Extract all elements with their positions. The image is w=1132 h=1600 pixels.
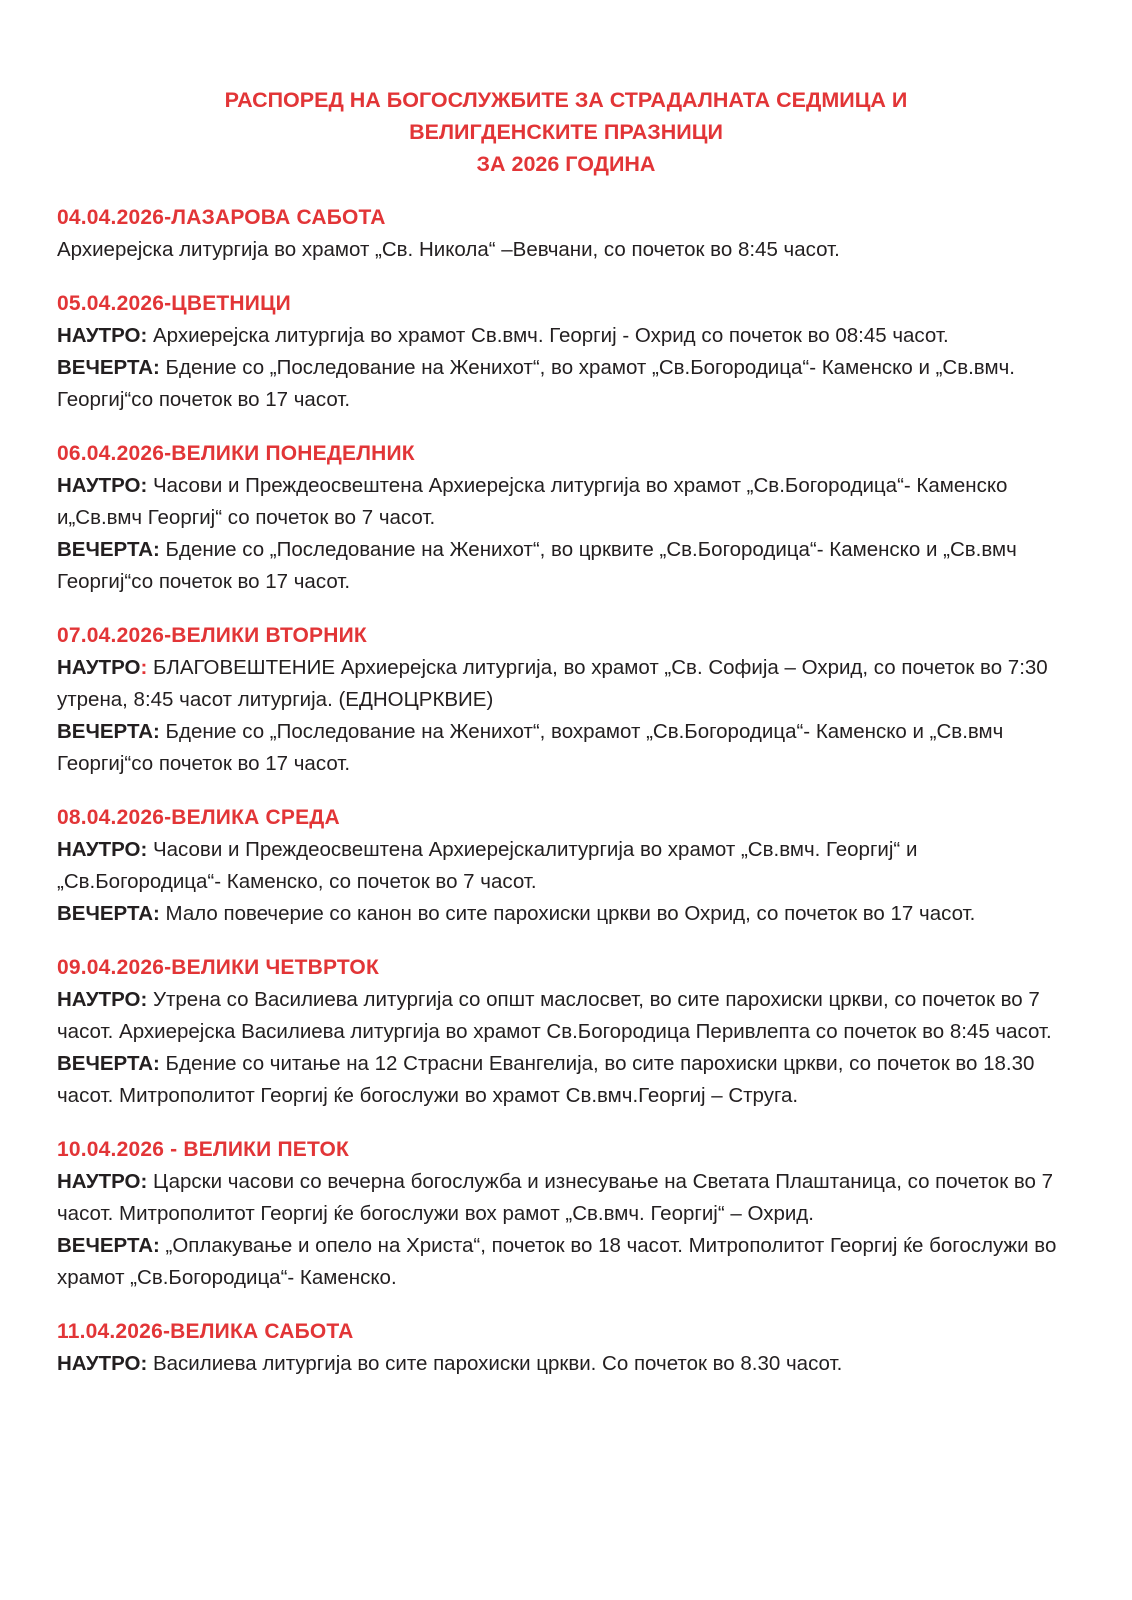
- label-colon: :: [140, 1352, 148, 1375]
- day-heading: 10.04.2026 - ВЕЛИКИ ПЕТОК: [57, 1138, 350, 1161]
- time-of-day-label: НАУТРО: [57, 838, 141, 861]
- time-of-day-label: ВЕЧЕРТА: [57, 720, 153, 743]
- service-paragraph: НАУТРО: Часови и Преждеосвештена Архиерејскалитургија во храмот „Св.вмч. Георгиј“ и „Св.Богородица“- Каменско, со почеток во 7 часот.: [57, 838, 918, 893]
- service-paragraph: ВЕЧЕРТА: Бдение со „Последование на Женихот“, во црквите „Св.Богородица“- Каменско и „Св.вмч Георгиј“со почеток во 17 часот.: [57, 538, 1017, 593]
- time-of-day-label: НАУТРО: [57, 1352, 141, 1375]
- label-colon: :: [140, 656, 148, 679]
- label-colon: :: [140, 324, 148, 347]
- time-of-day-label: НАУТРО: [57, 656, 141, 679]
- label-colon: :: [153, 1052, 160, 1075]
- service-paragraph: ВЕЧЕРТА: Бдение со читање на 12 Страсни Евангелија, во сите парохиски цркви, со почеток во 18.30 часот. Митрополитот Георгиј ќе богослужи во храмот Св.вмч.Георгиј – Струга.: [57, 1052, 1035, 1107]
- service-paragraph: НАУТРО: БЛАГОВЕШТЕНИЕ Архиерејска литургија, во храмот „Св. Софија – Охрид, со почеток во 7:30 утрена, 8:45 часот литургија. (ЕДНОЦРКВИЕ): [57, 656, 1048, 711]
- day-section: [57, 620, 1075, 780]
- service-paragraph: НАУТРО: Утрена со Василиева литургија со општ маслосвет, во сите парохиски цркви, со почеток во 7 часот. Архиерејска Василиева литургија во храмот Св.Богородица Перивлепта со почеток во 8:45 часот.: [57, 988, 1052, 1043]
- day-section: [57, 288, 1075, 416]
- time-of-day-label: ВЕЧЕРТА: [57, 1052, 153, 1075]
- time-of-day-label: ВЕЧЕРТА: [57, 356, 153, 379]
- label-colon: :: [153, 538, 160, 561]
- time-of-day-label: ВЕЧЕРТА: [57, 1234, 153, 1257]
- day-heading: 04.04.2026-ЛАЗАРОВА САБОТА: [57, 206, 386, 229]
- time-of-day-label: ВЕЧЕРТА: [57, 902, 153, 925]
- title-line-1: РАСПОРЕД НА БОГОСЛУЖБИТЕ ЗА СТРАДАЛНАТА СЕДМИЦА И: [224, 88, 908, 112]
- day-heading: 07.04.2026-ВЕЛИКИ ВТОРНИК: [57, 624, 367, 647]
- title-line-2: ВЕЛИГДЕНСКИТЕ ПРАЗНИЦИ: [409, 120, 723, 144]
- service-paragraph: Архиерејска литургија во храмот „Св. Никола“ –Вевчани, со почеток во 8:45 часот.: [57, 238, 840, 261]
- day-section: [57, 1316, 1075, 1380]
- label-colon: :: [153, 356, 160, 379]
- document-title: [57, 84, 1075, 180]
- time-of-day-label: НАУТРО: [57, 474, 141, 497]
- time-of-day-label: НАУТРО: [57, 988, 141, 1011]
- service-paragraph: ВЕЧЕРТА: Бдение со „Последование на Женихот“, вохрамот „Св.Богородица“- Каменско и „Св.вмч Георгиј“со почеток во 17 часот.: [57, 720, 1004, 775]
- day-heading: 08.04.2026-ВЕЛИКА СРЕДА: [57, 806, 340, 829]
- label-colon: :: [140, 474, 148, 497]
- label-colon: :: [153, 720, 160, 743]
- time-of-day-label: НАУТРО: [57, 324, 141, 347]
- title-line-3: ЗА 2026 ГОДИНА: [476, 152, 656, 176]
- service-paragraph: НАУТРО: Архиерејска литургија во храмот Св.вмч. Георгиј - Охрид со почеток во 08:45 часот.: [57, 324, 949, 347]
- day-section: [57, 202, 1075, 266]
- day-heading: 09.04.2026-ВЕЛИКИ ЧЕТВРТОК: [57, 956, 379, 979]
- day-heading: 05.04.2026-ЦВЕТНИЦИ: [57, 292, 291, 315]
- label-colon: :: [140, 838, 148, 861]
- service-paragraph: ВЕЧЕРТА: „Оплакување и опело на Христа“, почеток во 18 часот. Митрополитот Георгиј ќе богослужи во храмот „Св.Богородица“- Каменско.: [57, 1234, 1057, 1289]
- day-heading: 06.04.2026-ВЕЛИКИ ПОНЕДЕЛНИК: [57, 442, 415, 465]
- label-colon: :: [153, 902, 160, 925]
- service-paragraph: НАУТРО: Василиева литургија во сите парохиски цркви. Со почеток во 8.30 часот.: [57, 1352, 843, 1375]
- day-section: [57, 438, 1075, 598]
- day-section: [57, 1134, 1075, 1294]
- label-colon: :: [153, 1234, 160, 1257]
- time-of-day-label: НАУТРО: [57, 1170, 141, 1193]
- service-paragraph: НАУТРО: Часови и Преждеосвештена Архиерејска литургија во храмот „Св.Богородица“- Каменско и„Св.вмч Георгиј“ со почеток во 7 часот.: [57, 474, 1008, 529]
- day-heading: 11.04.2026-ВЕЛИКА САБОТА: [57, 1320, 354, 1343]
- service-paragraph: ВЕЧЕРТА: Мало повечерие со канон во сите парохиски цркви во Охрид, со почеток во 17 часот.: [57, 902, 976, 925]
- day-section: [57, 802, 1075, 930]
- label-colon: :: [140, 988, 148, 1011]
- time-of-day-label: ВЕЧЕРТА: [57, 538, 153, 561]
- day-section: [57, 952, 1075, 1112]
- schedule-sections: [57, 202, 1075, 1380]
- service-paragraph: НАУТРО: Царски часови со вечерна богослужба и изнесување на Светата Плаштаница, со почеток во 7 часот. Митрополитот Георгиј ќе богослужи вох рамот „Св.вмч. Георгиј“ – Охрид.: [57, 1170, 1054, 1225]
- label-colon: :: [140, 1170, 148, 1193]
- service-paragraph: ВЕЧЕРТА: Бдение со „Последование на Женихот“, во храмот „Св.Богородица“- Каменско и „Св.вмч. Георгиј“со почеток во 17 часот.: [57, 356, 1015, 411]
